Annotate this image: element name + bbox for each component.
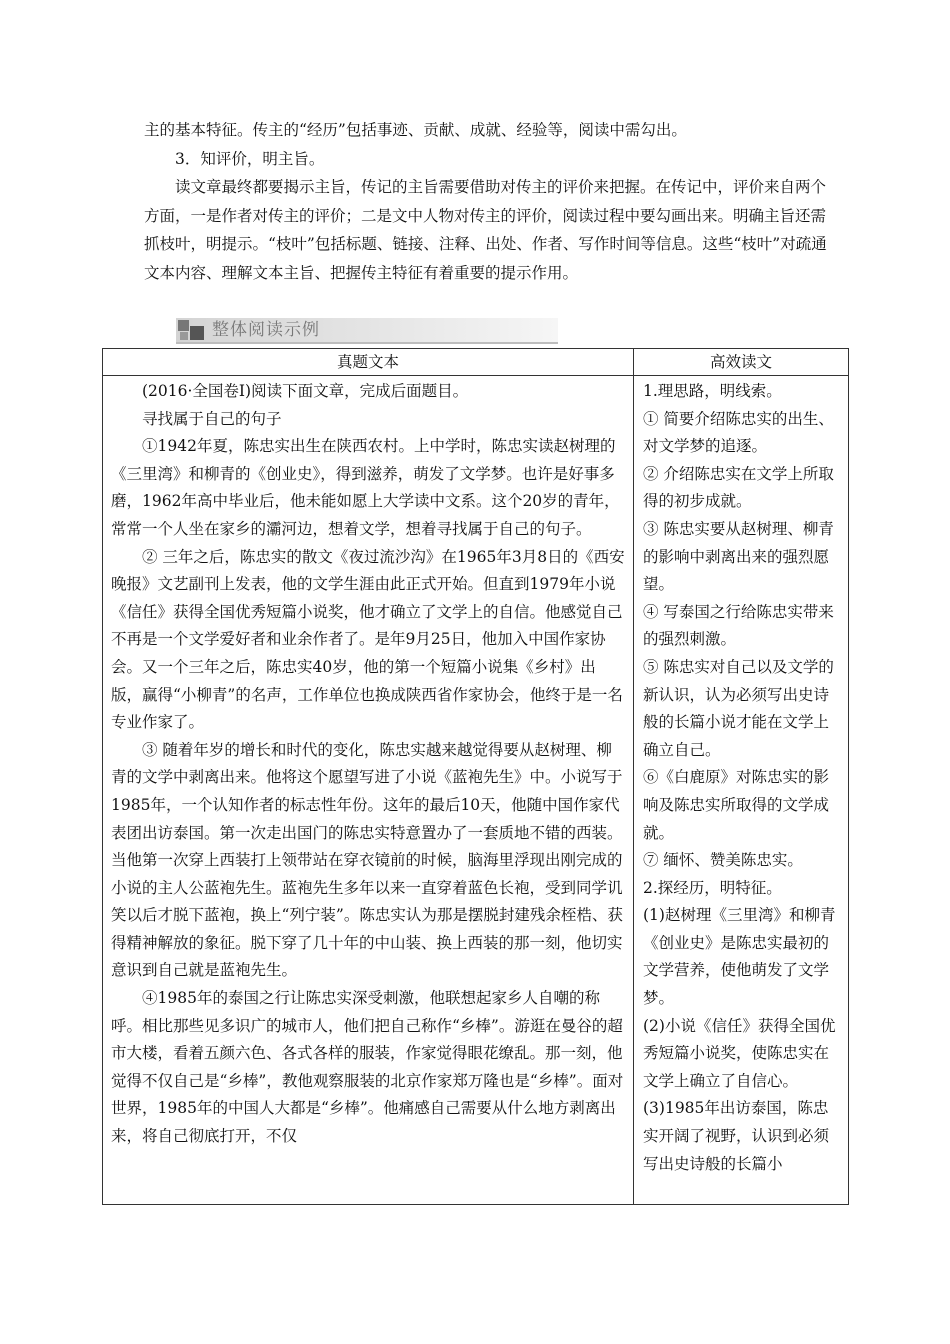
note-item: ⑦ 缅怀、赞美陈忠实。 bbox=[643, 851, 803, 870]
section-title: 整体阅读示例 bbox=[212, 320, 320, 340]
source-line: (2016·全国卷Ⅰ)阅读下面文章，完成后面题目。 bbox=[142, 382, 469, 400]
article-title: 寻找属于自己的句子 bbox=[142, 409, 282, 428]
section-header bbox=[176, 318, 558, 345]
note-item: (2)小说《信任》获得全国优秀短篇小说奖，使陈忠实在文学上确立了自信心。 bbox=[643, 1016, 836, 1090]
note-item: ③ 陈忠实要从赵树理、柳青的影响中剥离出来的强烈愿望。 bbox=[643, 519, 834, 594]
table-header-row bbox=[103, 349, 849, 376]
intro-text bbox=[144, 116, 834, 287]
section-header-underline bbox=[176, 342, 558, 344]
reading-table bbox=[102, 348, 849, 1205]
note-item: ⑤ 陈忠实对自己以及文学的新认识，认为必须写出史诗般的长篇小说才能在文学上确立自己。 bbox=[643, 657, 834, 759]
note-item: ② 介绍陈忠实在文学上所取得的初步成就。 bbox=[643, 464, 834, 511]
note-item: (3)1985年出访泰国，陈忠实开阔了视野，认识到必须写出史诗般的长篇小 bbox=[643, 1099, 830, 1173]
note-item: ⑥《白鹿原》对陈忠实的影响及陈忠实所取得的文学成就。 bbox=[643, 768, 830, 842]
column-header-reading-notes: 高效读文 bbox=[634, 349, 849, 376]
reading-notes-cell bbox=[634, 376, 849, 1205]
note-heading: 1.理思路，明线索。 bbox=[643, 382, 782, 400]
intro-heading-3: 3．知评价，明主旨。 bbox=[175, 149, 325, 168]
article-paragraph: ③ 随着年岁的增长和时代的变化，陈忠实越来越觉得要从赵树理、柳青的文学中剥离出来。他将这个愿望写进了小说《蓝袍先生》中。小说写于1985年，一个认知作者的标志性年份。这年的最后10天，他随中国作家代表团出访泰国。第一次走出国门的陈忠实特意置办了一套质地不错的西装。当他第一次穿上西装打上领带站在穿衣镜前的时候，脑海里浮现出刚完成的小说的主人公蓝袍先生。蓝袍先生多年以来一直穿着蓝色长袍，受到同学讥笑以后才脱下蓝袍，换上“列宁装”。陈忠实认为那是摆脱封建残余桎梏、获得精神解放的象征。脱下穿了几十年的中山装、换上西装的那一刻，他切实意识到自己就是蓝袍先生。 bbox=[111, 740, 623, 980]
source-text-cell bbox=[103, 376, 634, 1205]
note-item: ① 简要介绍陈忠实的出生、对文学梦的追逐。 bbox=[643, 409, 834, 456]
column-header-source-text: 真题文本 bbox=[103, 349, 634, 376]
article-paragraph: ④1985年的泰国之行让陈忠实深受刺激，他联想起家乡人自嘲的称呼。相比那些见多识广的城市人，他们把自己称作“乡棒”。游逛在曼谷的超市大楼，看着五颜六色、各式各样的服装，作家觉得眼花缭乱。那一刻，他觉得不仅自己是“乡棒”，教他观察服装的北京作家郑万隆也是“乡棒”。面对世界，1985年的中国人大都是“乡棒”。他痛感自己需要从什么地方剥离出来，将自己彻底打开，不仅 bbox=[111, 989, 624, 1146]
note-item: (1)赵树理《三里湾》和柳青《创业史》是陈忠实最初的文学营养，使他萌发了文学梦。 bbox=[643, 906, 836, 1008]
square-deco-icon bbox=[190, 326, 204, 340]
square-deco-icon bbox=[180, 332, 188, 340]
square-deco-icon bbox=[178, 320, 189, 331]
intro-paragraph-3: 读文章最终都要揭示主旨，传记的主旨需要借助对传主的评价来把握。在传记中，评价来自两个方面，一是作者对传主的评价；二是文中人物对传主的评价，阅读过程中要勾画出来。明确主旨还需抓枝叶，明提示。“枝叶”包括标题、链接、注释、出处、作者、写作时间等信息。这些“枝叶”对疏通文本内容、理解文本主旨、把握传主特征有着重要的提示作用。 bbox=[144, 178, 827, 282]
note-item: ④ 写泰国之行给陈忠实带来的强烈刺激。 bbox=[643, 602, 834, 649]
note-heading: 2.探经历，明特征。 bbox=[643, 878, 782, 897]
intro-paragraph-1: 主的基本特征。传主的“经历”包括事迹、贡献、成就、经验等，阅读中需勾出。 bbox=[144, 121, 687, 139]
table-row bbox=[103, 376, 849, 1205]
article-paragraph: ② 三年之后，陈忠实的散文《夜过流沙沟》在1965年3月8日的《西安晚报》文艺副刊上发表，他的文学生涯由此正式开始。但直到1979年小说《信任》获得全国优秀短篇小说奖，他才确立了文学上的自信。他感觉自己不再是一个文学爱好者和业余作者了。是年9月25日，他加入中国作家协会。又一个三年之后，陈忠实40岁，他的第一个短篇小说集《乡村》出版，赢得“小柳青”的名声，工作单位也换成陕西省作家协会，他终于是一名专业作家了。 bbox=[111, 547, 625, 732]
article-paragraph: ①1942年夏，陈忠实出生在陕西农村。上中学时，陈忠实读赵树理的《三里湾》和柳青的《创业史》，得到滋养，萌发了文学梦。也许是好事多磨，1962年高中毕业后，他未能如愿上大学读中文系。这个20岁的青年，常常一个人坐在家乡的灞河边，想着文学，想着寻找属于自己的句子。 bbox=[111, 437, 620, 538]
